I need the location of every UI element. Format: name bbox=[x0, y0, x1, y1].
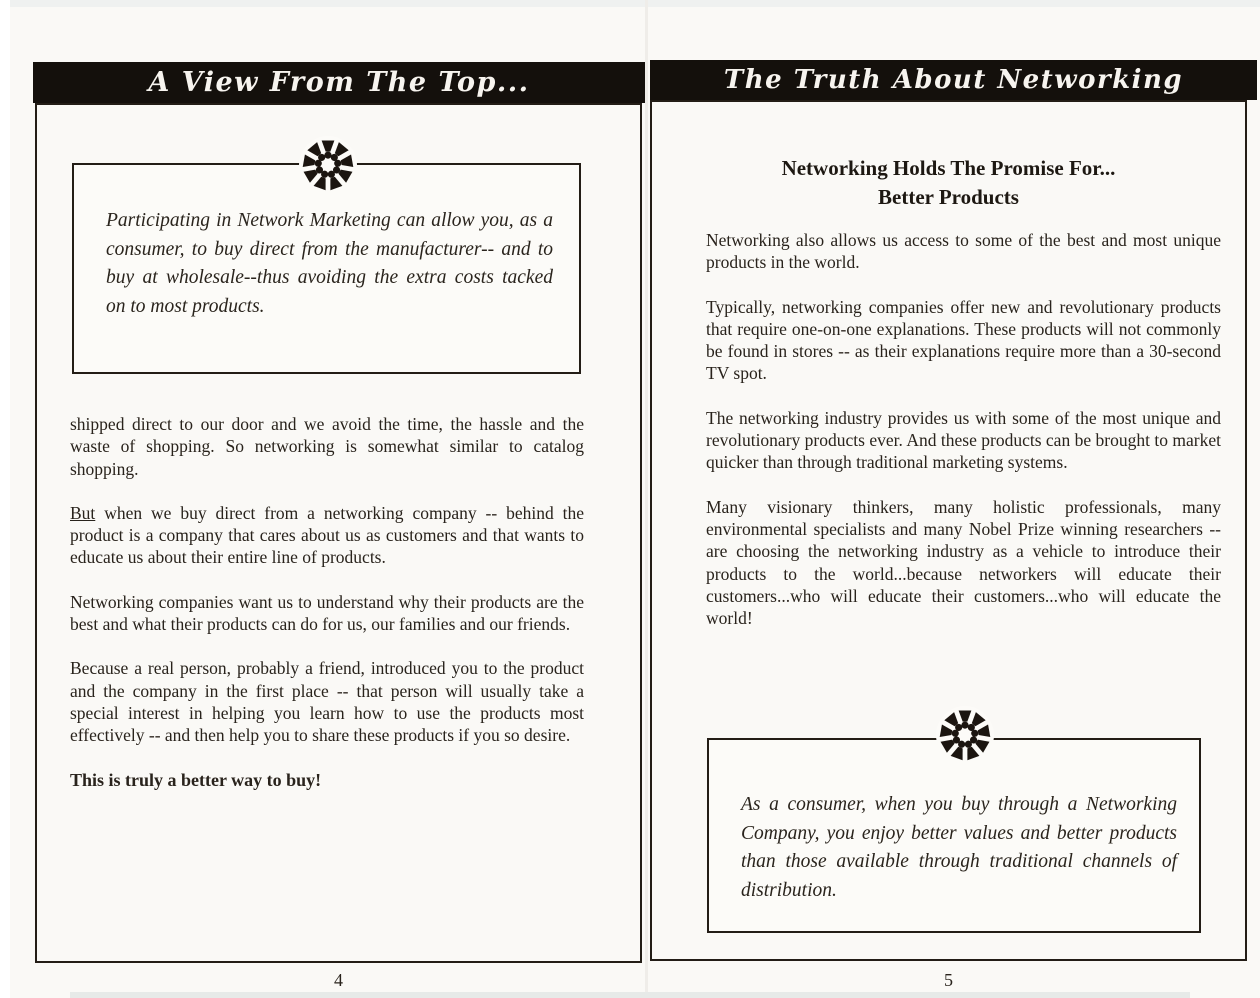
section-heading-line2: Better Products bbox=[878, 185, 1019, 209]
section-heading bbox=[652, 154, 1245, 212]
left-banner bbox=[33, 62, 645, 103]
right-quote-text: As a consumer, when you buy through a Networking Company, you enjoy better values and better products than those available through traditional channels of distribution. bbox=[741, 794, 1177, 901]
paragraph-text: when we buy direct from a networking company -- behind the product is a company that cares about us as customers and that wants to educate us about their entire line of products. bbox=[70, 502, 584, 568]
paragraph: Networking also allows us access to some of the best and most unique products in the world. bbox=[706, 230, 1221, 273]
paragraph: shipped direct to our door and we avoid the time, the hassle and the waste of shopping. So networking is somewhat similar to catalog shopping. bbox=[70, 414, 584, 479]
scan-edge-left bbox=[0, 0, 10, 998]
people-circle-ornament-icon bbox=[299, 136, 357, 194]
section-heading-line1: Networking Holds The Promise For... bbox=[781, 156, 1116, 180]
scan-edge-top bbox=[0, 0, 1260, 7]
closing-statement: This is truly a better way to buy! bbox=[70, 769, 322, 790]
paragraph: Many visionary thinkers, many holistic professionals, many environmental specialists and many Nobel Prize winning researchers -- are choosing the networking industry as a vehicle to introduce their products to the world...because networkers will educate their customers...who will educate their customers...who will educate the world! bbox=[706, 496, 1221, 629]
right-banner bbox=[650, 60, 1257, 100]
left-body-text bbox=[70, 413, 584, 813]
right-body-text bbox=[706, 229, 1221, 651]
scan-edge-bottom bbox=[70, 992, 1190, 998]
left-quote-text: Participating in Network Marketing can allow you, as a consumer, to buy direct from the manufacturer-- and to buy at wholesale--thus avoiding the extra costs tacked on to most products. bbox=[106, 210, 553, 317]
left-banner-title: A View From The Top... bbox=[148, 67, 530, 98]
page-gutter bbox=[645, 0, 648, 998]
right-quote-box bbox=[707, 738, 1201, 933]
underlined-word: But bbox=[70, 502, 96, 523]
right-page-number: 5 bbox=[944, 970, 953, 990]
paragraph: Because a real person, probably a friend, introduced you to the product and the company in the first place -- that person will usually take a special interest in helping you learn how to use the products most effectively -- and then help you to share these products if you so desire. bbox=[70, 658, 584, 746]
paragraph bbox=[70, 502, 584, 569]
right-banner-title: The Truth About Networking bbox=[723, 65, 1184, 95]
paragraph: Typically, networking companies offer new and revolutionary products that require one-on-one explanations. These products will not commonly be found in stores -- as their explanations require more than a 30-second TV spot. bbox=[706, 296, 1221, 384]
people-circle-ornament-icon bbox=[936, 706, 994, 764]
paragraph: Networking companies want us to understand why their products are the best and what their products can do for us, our families and our friends. bbox=[70, 591, 584, 635]
left-page-number: 4 bbox=[334, 970, 343, 990]
left-quote-box bbox=[72, 163, 581, 374]
paragraph: The networking industry provides us with some of the most unique and revolutionary products ever. And these products can be brought to market quicker than through traditional marketing systems. bbox=[706, 407, 1221, 473]
